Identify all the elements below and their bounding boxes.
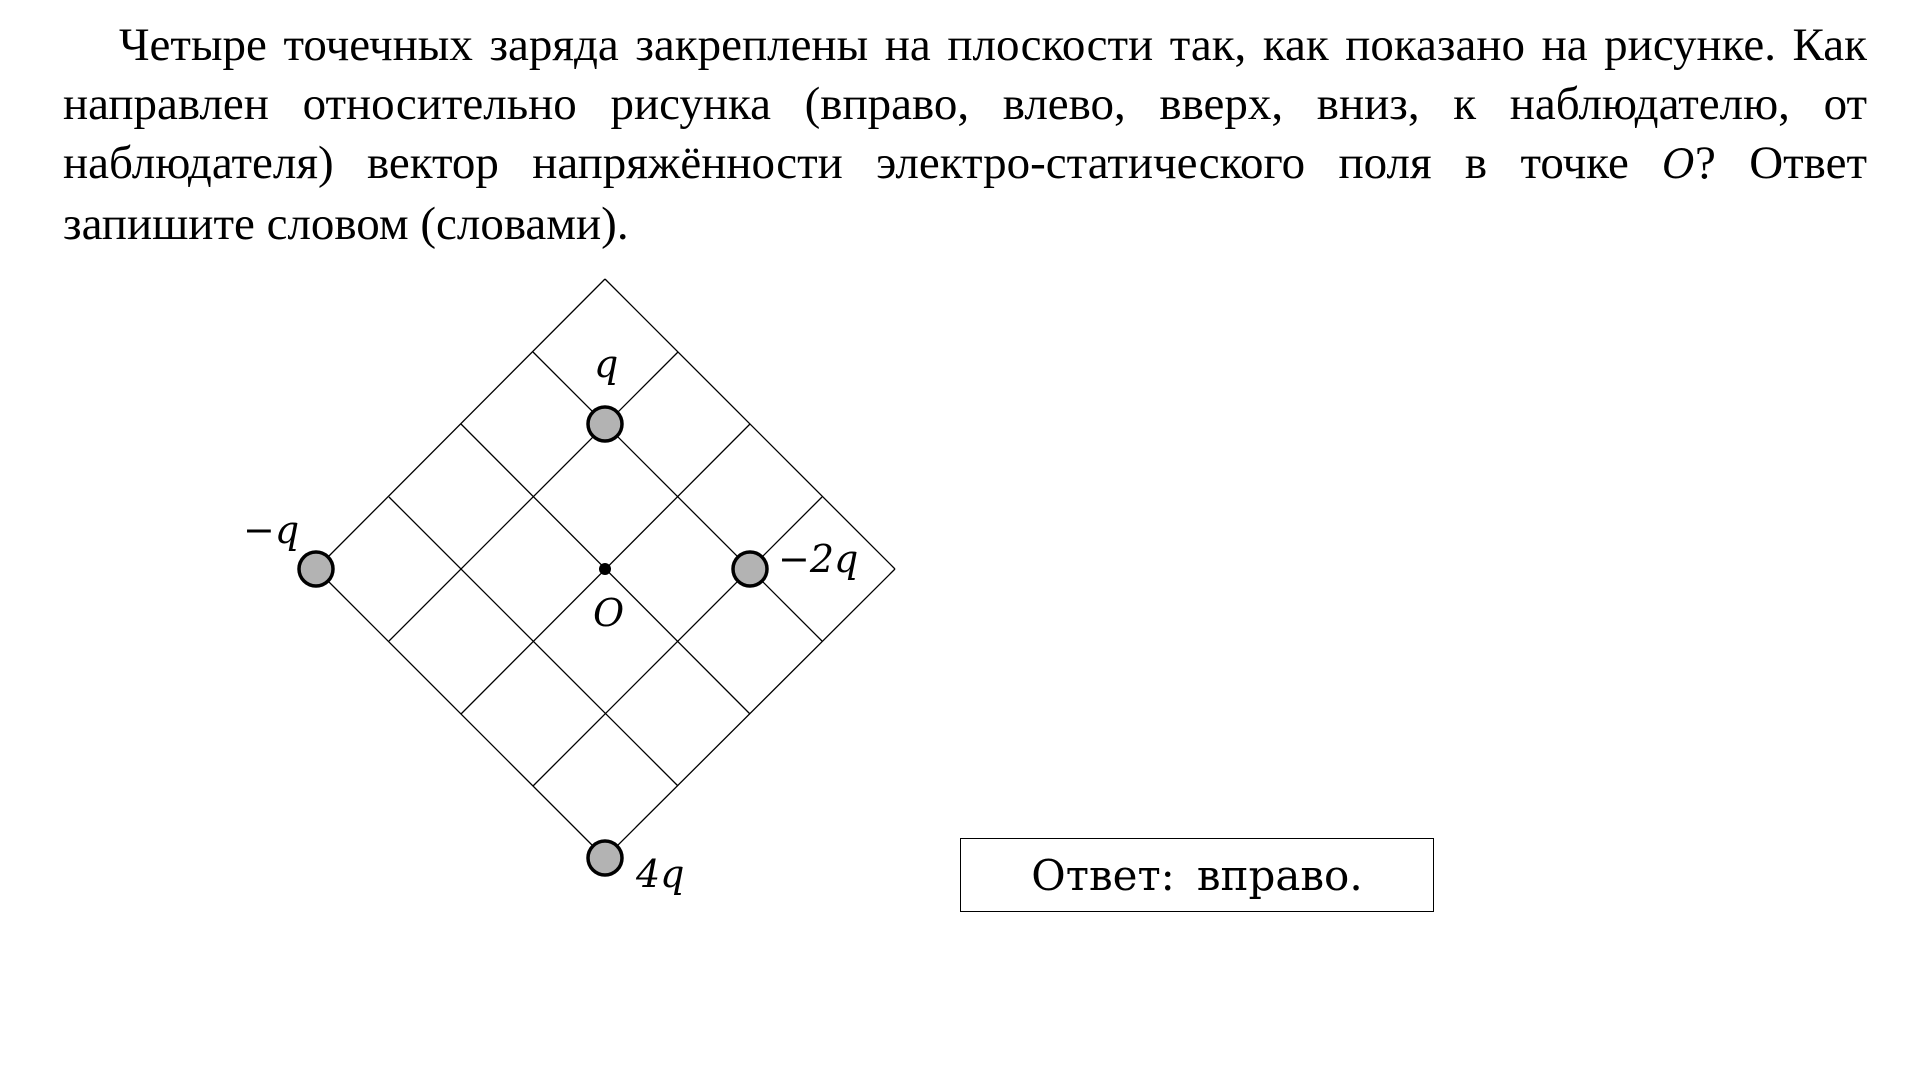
problem-text-main: Четыре точечных заряда закреплены на плоскости так, как показано на рисунке. Как направлен относительно рисунка (вправо, влево, вверх, вниз, к наблюдателю, от наблюдателя) вектор напряжённости электро-статического поля в точке: [63, 19, 1867, 189]
answer-label: Ответ:: [1031, 850, 1175, 900]
charge-bottom: [588, 841, 622, 875]
charge-right: [733, 552, 767, 586]
charge-top: [588, 407, 622, 441]
charge-left: [299, 552, 333, 586]
charge-top-label: q: [594, 342, 619, 386]
problem-text-end: ? Ответ запишите словом (словами).: [63, 137, 1867, 250]
point-symbol: O: [1662, 142, 1695, 188]
charge-left-label: −q: [243, 508, 300, 552]
center-label: O: [593, 591, 625, 635]
center-point: [599, 563, 611, 575]
charge-bottom-label: 4q: [636, 852, 685, 896]
answer-box: [960, 838, 1434, 912]
charge-right-label: −2q: [778, 537, 859, 581]
answer-value: вправо.: [1196, 850, 1363, 900]
